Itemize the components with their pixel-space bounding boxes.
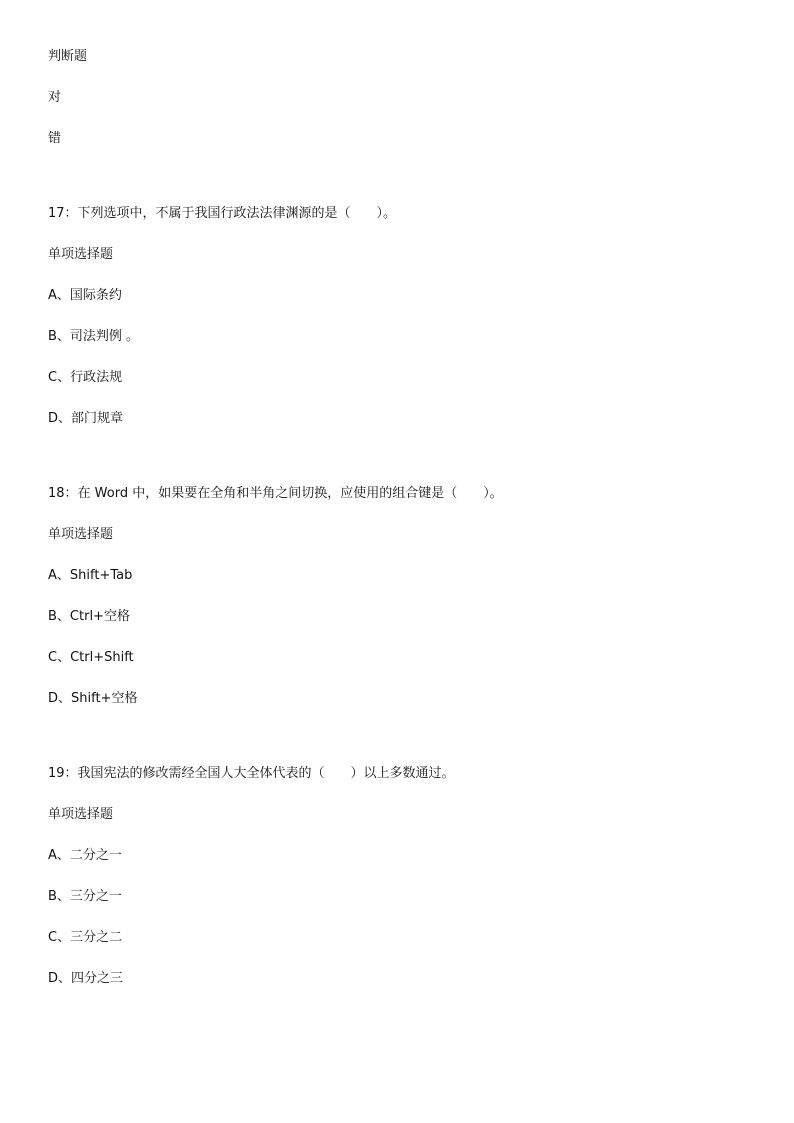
option-d: D、四分之三 [48, 971, 124, 986]
question-type: 单项选择题 [48, 807, 114, 822]
question-16-tail [48, 48, 748, 147]
question-17 [48, 205, 748, 427]
option-b: B、三分之一 [48, 889, 122, 904]
question-type: 单项选择题 [48, 527, 114, 542]
option-c: C、行政法规 [48, 370, 123, 385]
option-b: B、司法判例 。 [48, 329, 140, 344]
option-c: C、三分之二 [48, 930, 123, 945]
question-type: 判断题 [48, 49, 88, 64]
question-19 [48, 765, 748, 987]
question-type: 单项选择题 [48, 247, 114, 262]
option-false: 错 [48, 131, 62, 146]
question-stem: 18：在 Word 中，如果要在全角和半角之间切换，应使用的组合键是（ ）。 [48, 486, 503, 501]
option-c: C、Ctrl+Shift [48, 650, 134, 665]
question-18 [48, 485, 748, 707]
option-a: A、二分之一 [48, 848, 122, 863]
option-d: D、Shift+空格 [48, 691, 138, 706]
question-stem: 19：我国宪法的修改需经全国人大全体代表的（ ）以上多数通过。 [48, 766, 455, 781]
option-b: B、Ctrl+空格 [48, 609, 130, 624]
option-a: A、Shift+Tab [48, 568, 133, 583]
exam-page [48, 48, 748, 1011]
option-true: 对 [48, 90, 62, 105]
question-stem: 17：下列选项中，不属于我国行政法法律渊源的是（ ）。 [48, 206, 397, 221]
option-a: A、国际条约 [48, 288, 122, 303]
option-d: D、部门规章 [48, 411, 124, 426]
